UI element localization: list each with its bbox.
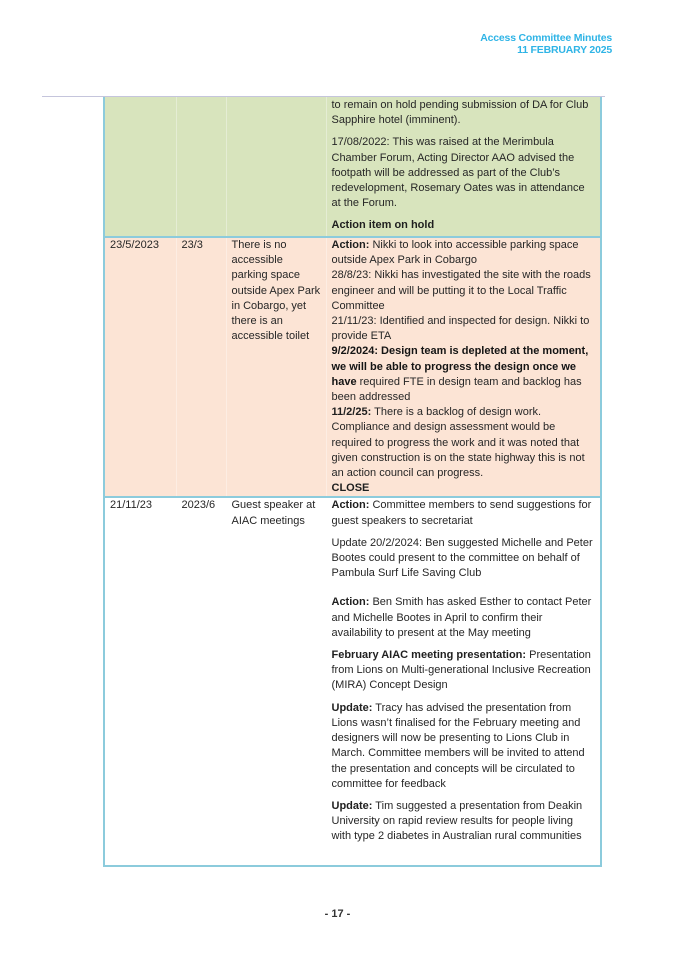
paragraph-text: to remain on hold pending submission of DA for Club Sapphire hotel (imminent).	[331, 99, 589, 127]
paragraph-text: Presentation from Lions on Multi-generational Inclusive Recreation (MIRA) Concept Design	[331, 649, 591, 692]
action-paragraph	[332, 135, 596, 211]
issue-cell	[226, 97, 326, 237]
table-row	[104, 237, 601, 497]
action-cell	[326, 237, 601, 497]
paragraph-text: Tracy has advised the presentation from Lions wasn’t finalised for the February meeting and designers will now be presenting to Lions Club in March. Committee members will be invited to attend the presentation and concepts will be circulated to committee for feedback	[331, 701, 585, 790]
paragraph-text: 17/08/2022: This was raised at the Merimbula Chamber Forum, Acting Director AAO advised the footpath will be addressed as part of the Club’s redevelopment, Rosemary Oates was in attendance at the Forum.	[331, 136, 585, 210]
paragraph-label: February AIAC meeting presentation:	[331, 649, 527, 662]
paragraph-label: Action:	[331, 239, 370, 251]
action-paragraph	[332, 595, 596, 641]
paragraph-text: 28/8/23: Nikki has investigated the site with the roads engineer and will be putting it to the Local Traffic Committee	[331, 269, 591, 312]
paragraph-label: Action:	[331, 596, 370, 609]
paragraph-label: Update:	[331, 701, 373, 714]
paragraph-text: Committee members to send suggestions for guest speakers to secretariat	[331, 499, 592, 527]
action-paragraph	[332, 218, 596, 233]
action-paragraph	[332, 481, 596, 496]
paragraph-text: Update 20/2/2024: Ben suggested Michelle and Peter Bootes could present to the committee on behalf of Pambula Surf Life Saving Club	[331, 536, 593, 580]
document-header	[480, 32, 612, 56]
table-row	[104, 97, 601, 237]
meeting-date: 11 FEBRUARY 2025	[517, 44, 612, 56]
paragraph-emphasis: 9/2/2024: Design team is depleted at the moment, we will be able to progress the design once we have	[331, 345, 589, 388]
issue-cell: There is no accessible parking space outside Apex Park in Cobargo, yet there is an accessible toilet	[226, 237, 326, 497]
date-cell	[104, 97, 176, 237]
action-paragraph	[332, 344, 596, 405]
action-paragraph	[332, 648, 596, 694]
action-paragraph	[332, 314, 596, 344]
status-label: Action item on hold	[331, 219, 435, 232]
paragraph-label: 11/2/25:	[331, 406, 372, 419]
item-number-cell	[176, 97, 226, 237]
action-paragraph	[332, 498, 596, 528]
action-paragraph	[332, 405, 596, 481]
action-paragraph	[332, 238, 596, 268]
paragraph-label: Action:	[331, 499, 370, 512]
paragraph-text: Tim suggested a presentation from Deakin University on rapid review results for people living with type 2 diabetes in Australian rural communities	[331, 799, 583, 843]
action-cell	[326, 97, 601, 237]
date-cell: 21/11/23	[110, 499, 153, 512]
paragraph-text: There is a backlog of design work. Compliance and design assessment would be required to progress the work and it was noted that given construction is on the state highway this is not an action council can progress.	[331, 406, 585, 480]
paragraph-text: 21/11/23: Identified and inspected for design. Nikki to provide ETA	[331, 315, 590, 343]
page-number: - 17 -	[324, 908, 351, 920]
paragraph-text: Ben Smith has asked Esther to contact Peter and Michelle Bootes in April to confirm their availability to present at the May meeting	[331, 596, 592, 639]
action-paragraph	[332, 799, 596, 845]
table-row	[104, 497, 601, 866]
action-items-table	[103, 97, 602, 867]
item-number-cell: 23/3	[176, 237, 226, 497]
paragraph-text: required FTE in design team and backlog has been addressed	[331, 375, 582, 404]
status-label: CLOSE	[331, 482, 370, 495]
action-paragraph	[332, 701, 596, 792]
item-number-cell: 2023/6	[176, 497, 226, 866]
action-cell	[326, 497, 601, 866]
paragraph-text: Nikki to look into accessible parking space outside Apex Park in Cobargo	[331, 239, 579, 267]
date-cell: 23/5/2023	[110, 239, 159, 251]
action-paragraph	[332, 98, 596, 128]
action-paragraph	[332, 536, 596, 582]
paragraph-label: Update:	[331, 799, 373, 812]
issue-cell: Guest speaker at AIAC meetings	[226, 497, 326, 866]
action-paragraph	[332, 268, 596, 314]
document-title: Access Committee Minutes	[480, 32, 612, 44]
